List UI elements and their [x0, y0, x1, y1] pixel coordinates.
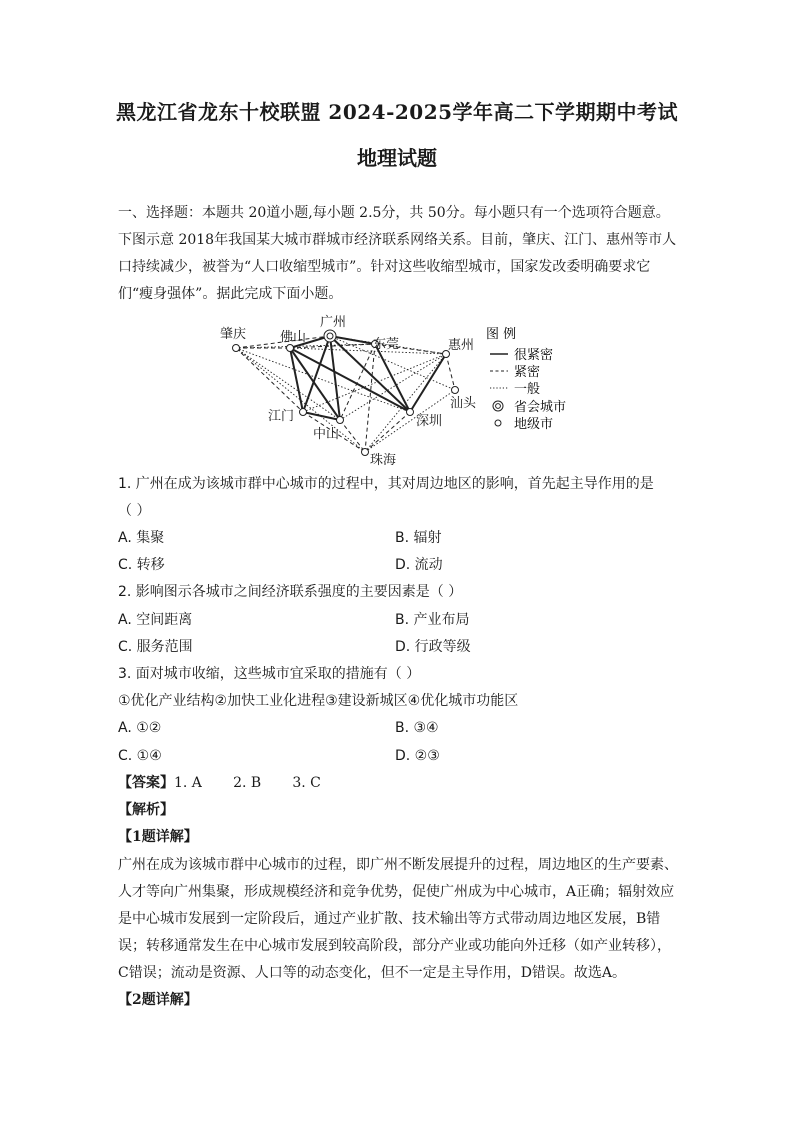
q2-option-b: B. 产业布局: [395, 612, 470, 628]
label-zhaoqing: 肇庆: [220, 327, 247, 342]
q2-option-a: A. 空间距离: [118, 612, 193, 628]
node-shenzhen: [407, 409, 414, 416]
legend-prefecture-icon: [495, 420, 501, 426]
answer-text: 1. A 2. B 3. C: [174, 775, 321, 791]
analysis-label: 【解析】: [118, 802, 174, 818]
q1-option-d: D. 流动: [395, 557, 443, 573]
legend-prefecture: 地级市: [514, 417, 554, 432]
node-zhongshan: [337, 417, 344, 424]
q2-option-c: C. 服务范围: [118, 639, 193, 655]
q1-option-c: C. 转移: [118, 557, 165, 573]
node-foshan: [287, 345, 294, 352]
label-shantou: 汕头: [450, 396, 477, 411]
node-shantou: [452, 387, 459, 394]
node-zhuhai: [362, 449, 369, 456]
exam-subject: 地理试题: [357, 146, 437, 170]
node-jiangmen: [300, 409, 307, 416]
label-zhuhai: 珠海: [370, 453, 397, 468]
legend-general: 一般: [514, 382, 541, 397]
q1-option-b: B. 辐射: [395, 530, 442, 546]
legend-capital: 省会城市: [514, 400, 567, 415]
answer-label: 【答案】: [118, 775, 174, 791]
node-zhaoqing: [233, 345, 240, 352]
legend-title: 图 例: [486, 327, 517, 342]
legend-close: 紧密: [514, 365, 541, 380]
label-dongguan: 东莞: [373, 337, 400, 352]
exam-title: 黑龙江省龙东十校联盟 2024-2025学年高二下学期期中考试: [115, 100, 679, 124]
q3-option-d: D. ②③: [395, 748, 440, 764]
answer-row: [118, 772, 321, 794]
question-1-stem: 1. 广州在成为该城市群中心城市的过程中，其对周边地区的影响，首先起主导作用的是: [118, 476, 654, 492]
label-guangzhou: 广州: [320, 315, 347, 330]
city-network-map: [210, 312, 590, 472]
q2-option-d: D. 行政等级: [395, 639, 471, 655]
node-guangzhou-inner: [327, 333, 333, 339]
question-1-paren: （ ）: [118, 503, 151, 519]
map-legend: [486, 327, 566, 432]
section-instructions: 一、选择题：本题共 20道小题,每小题 2.5分，共 50分。每小题只有一个选项符合题意。: [118, 205, 670, 221]
material-text: 下图示意 2018年我国某大城市群城市经济联系网络关系。目前，肇庆、江门、惠州等市人口持续减少，被誉为“人口收缩型城市”。针对这些收缩型城市，国家发改委明确要求它们“瘦身强体”。据此完成下面小题。: [118, 232, 677, 302]
label-huizhou: 惠州: [448, 338, 475, 353]
label-jiangmen: 江门: [268, 409, 295, 424]
question-3-choices: ①优化产业结构②加快工业化进程③建设新城区④优化城市功能区: [118, 693, 519, 709]
q2-analysis-label: 【2题详解】: [118, 992, 198, 1008]
q3-option-a: A. ①②: [118, 720, 162, 736]
question-2-stem: 2. 影响图示各城市之间经济联系强度的主要因素是（ ）: [118, 584, 463, 600]
label-foshan: 佛山: [280, 330, 307, 345]
legend-capital-icon-inner: [496, 404, 501, 409]
q1-analysis-label: 【1题详解】: [118, 829, 198, 845]
question-3-stem: 3. 面对城市收缩，这些城市宜采取的措施有（ ）: [118, 666, 421, 682]
q1-option-a: A. 集聚: [118, 530, 165, 546]
legend-very-close: 很紧密: [514, 348, 554, 363]
q1-analysis-text: 广州在成为该城市群中心城市的过程，即广州不断发展提升的过程，周边地区的生产要素、人才等向广州集聚，形成规模经济和竞争优势，促使广州成为中心城市，A正确；辐射效应是中心城市发展到一定阶段后，通过产业扩散、技术输出等方式带动周边地区发展，B错误；转移通常发生在中心城市发展到较高阶段，部分产业或功能向外迁移（如产业转移），C错误；流动是资源、人口等的动态变化，但不一定是主导作用，D错误。故选A。: [118, 857, 678, 981]
q3-option-b: B. ③④: [395, 720, 439, 736]
q3-option-c: C. ①④: [118, 748, 162, 764]
label-shenzhen: 深圳: [416, 414, 443, 429]
label-zhongshan: 中山: [313, 427, 340, 442]
